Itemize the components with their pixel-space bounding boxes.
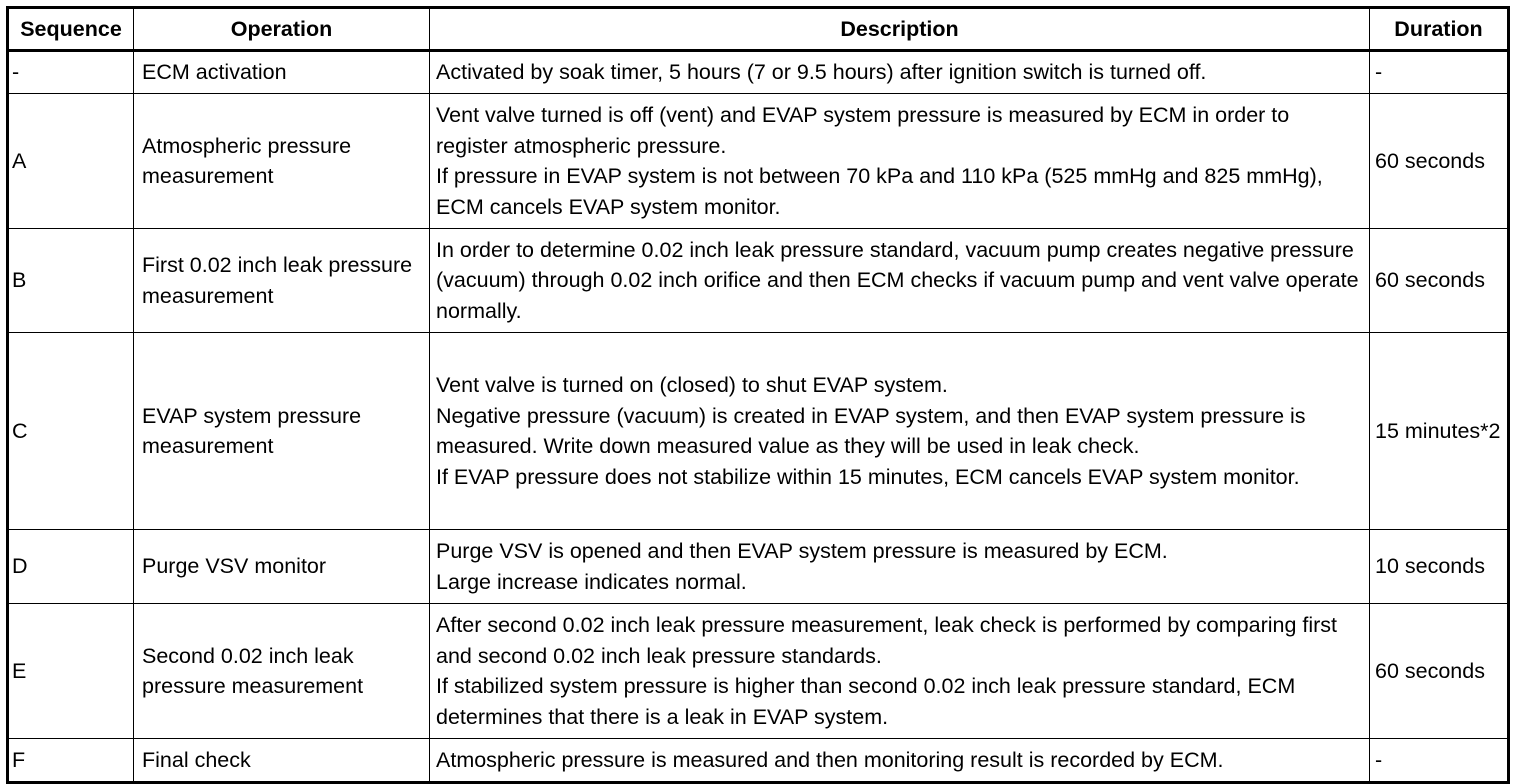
description-cell (430, 229, 1370, 333)
description-line: Large increase indicates normal. (436, 569, 747, 594)
operation-cell: Second 0.02 inch leak pressure measurement (134, 604, 430, 739)
description-cell (430, 604, 1370, 739)
duration-cell: 10 seconds (1370, 530, 1509, 604)
table-row (8, 229, 1509, 333)
description-cell (430, 51, 1370, 94)
sequence-cell: A (8, 94, 134, 229)
sequence-cell: D (8, 530, 134, 604)
description-line: Purge VSV is opened and then EVAP system pressure is measured by ECM. (436, 539, 1168, 563)
table-row (8, 739, 1509, 783)
header-sequence: Sequence (8, 8, 134, 51)
description-cell (430, 739, 1370, 783)
evap-monitor-sequence-table (6, 6, 1510, 784)
duration-cell: 60 seconds (1370, 229, 1509, 333)
duration-cell: 15 minutes*2 (1370, 333, 1509, 530)
table-row (8, 604, 1509, 739)
table-row (8, 530, 1509, 604)
description-line: Atmospheric pressure is measured and then monitoring result is recorded by ECM. (436, 747, 1224, 772)
table-row (8, 94, 1509, 229)
evap-monitor-table-container (6, 6, 1510, 784)
description-line: If EVAP pressure does not stabilize within 15 minutes, ECM cancels EVAP system monitor. (436, 464, 1300, 489)
duration-cell: 60 seconds (1370, 604, 1509, 739)
description-line: Activated by soak timer, 5 hours (7 or 9.5 hours) after ignition switch is turned off. (436, 60, 1207, 85)
header-duration: Duration (1370, 8, 1509, 51)
description-line: Negative pressure (vacuum) is created in EVAP system, and then EVAP system pressure is measured. Write down measured value as they will be used in leak check. (436, 403, 1306, 458)
header-row (8, 8, 1509, 51)
sequence-cell: - (8, 51, 134, 94)
description-cell (430, 530, 1370, 604)
duration-cell: 60 seconds (1370, 94, 1509, 229)
table-row (8, 333, 1509, 530)
table-row (8, 51, 1509, 94)
operation-cell: First 0.02 inch leak pressure measurement (134, 229, 430, 333)
description-line: If pressure in EVAP system is not between 70 kPa and 110 kPa (525 mmHg and 825 mmHg), ECM cancels EVAP system monitor. (436, 164, 1323, 219)
duration-cell: - (1370, 739, 1509, 783)
description-line: If stabilized system pressure is higher than second 0.02 inch leak pressure standard, ECM determines that there is a leak in EVAP system. (436, 674, 1296, 729)
sequence-cell: C (8, 333, 134, 530)
operation-cell: Final check (134, 739, 430, 783)
header-description: Description (430, 8, 1370, 51)
description-line: Vent valve is turned on (closed) to shut EVAP system. (436, 373, 948, 397)
description-line: Vent valve turned is off (vent) and EVAP system pressure is measured by ECM in order to register atmospheric pressure. (436, 103, 1290, 158)
description-line: In order to determine 0.02 inch leak pressure standard, vacuum pump creates negative pressure (vacuum) through 0.02 inch orifice and then ECM checks if vacuum pump and vent valve operate normally. (436, 237, 1359, 323)
description-cell (430, 94, 1370, 229)
operation-cell: ECM activation (134, 51, 430, 94)
sequence-cell: F (8, 739, 134, 783)
description-line: After second 0.02 inch leak pressure measurement, leak check is performed by comparing first and second 0.02 inch leak pressure standards. (436, 613, 1338, 668)
operation-cell: Purge VSV monitor (134, 530, 430, 604)
sequence-cell: B (8, 229, 134, 333)
sequence-cell: E (8, 604, 134, 739)
operation-cell: EVAP system pressure measurement (134, 333, 430, 530)
header-operation: Operation (134, 8, 430, 51)
description-cell (430, 333, 1370, 530)
operation-cell: Atmospheric pressure measurement (134, 94, 430, 229)
duration-cell: - (1370, 51, 1509, 94)
